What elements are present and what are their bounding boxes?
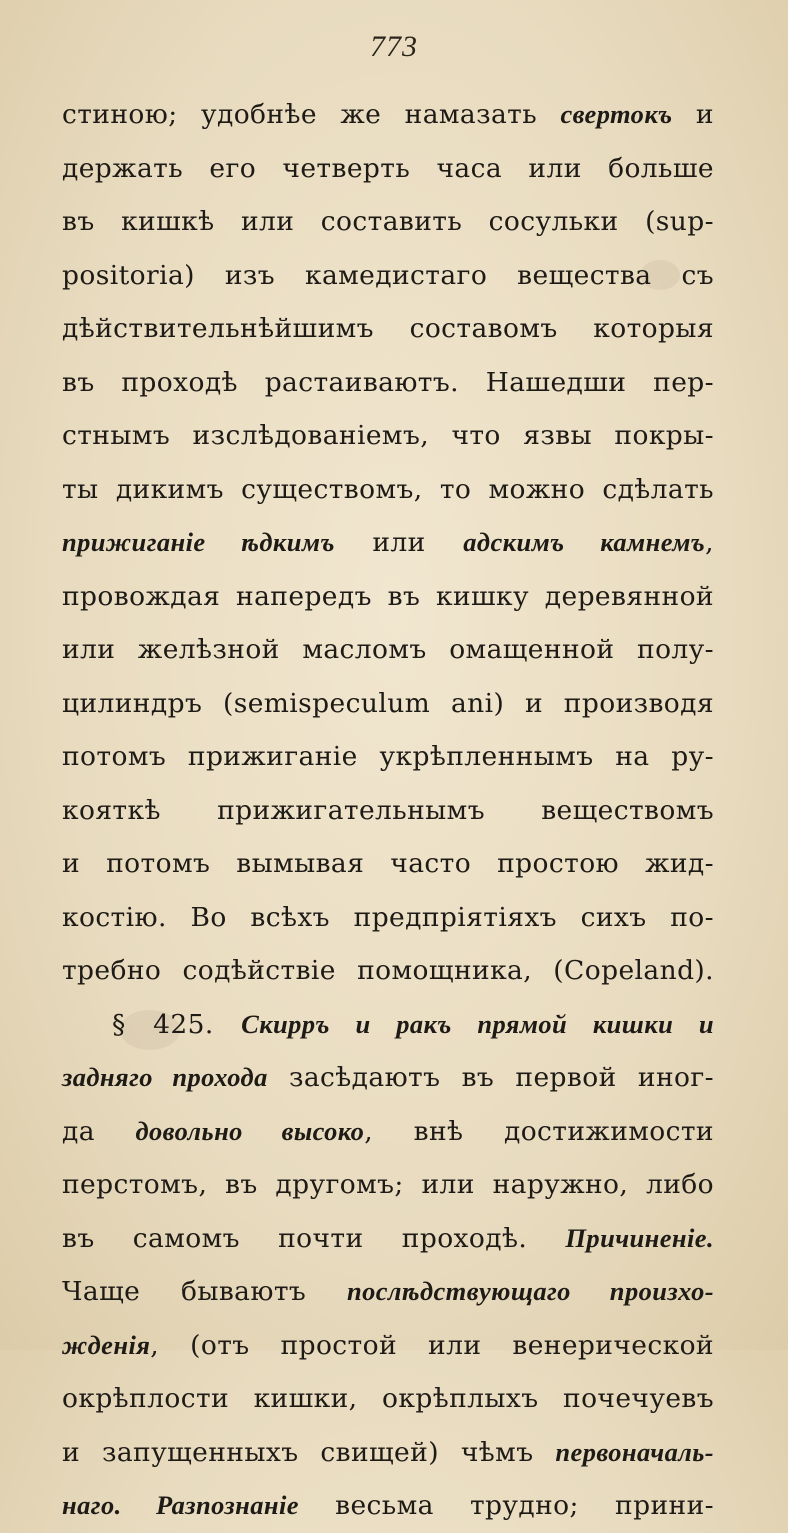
text-line (62, 1158, 714, 1212)
italic-text-segment: Скирръ и ракъ прямой кишки и (241, 1008, 714, 1039)
italic-text-segment: жденія (62, 1329, 151, 1360)
text-segment: стнымъ изслѣдованіемъ, что язвы покры- (62, 420, 714, 451)
italic-text-segment: довольно высоко (135, 1115, 365, 1146)
text-segment: и запущенныхъ свищей) чѣмъ (62, 1436, 556, 1468)
text-segment: или (334, 527, 464, 558)
text-segment: провождая напередъ въ кишку деревянной (62, 580, 714, 612)
text-segment: въ проходѣ растаиваютъ. Нашедши пер- (62, 366, 714, 398)
text-line (62, 1479, 714, 1533)
text-line (62, 1105, 714, 1159)
text-line (62, 730, 714, 784)
text-line (62, 1372, 714, 1426)
text-segment: ты дикимъ существомъ, то можно сдѣлать (62, 473, 714, 505)
text-line (62, 356, 714, 410)
body-text (62, 88, 714, 1533)
italic-text-segment: послѣдствующаго произхо- (346, 1276, 714, 1306)
text-segment: и (672, 99, 714, 130)
text-line (62, 88, 714, 142)
text-line (62, 409, 714, 463)
text-line (62, 784, 714, 838)
text-segment: Чаще бываютъ (62, 1276, 347, 1307)
text-segment: да (62, 1115, 136, 1147)
text-segment: , (отъ простой или венерической (150, 1329, 714, 1361)
italic-text-segment: прижиганіе ѣдкимъ (62, 527, 335, 557)
text-segment: окрѣплости кишки, окрѣплыхъ почечуевъ (62, 1383, 714, 1414)
text-segment: , (705, 527, 714, 558)
text-line (62, 623, 714, 677)
text-line (62, 1212, 714, 1266)
text-segment: или желѣзной масломъ омащенной полу- (62, 634, 714, 665)
text-line (62, 302, 714, 356)
text-segment: дѣйствительнѣйшимъ составомъ которыя (62, 313, 714, 344)
text-segment: кояткѣ прижигательнымъ веществомъ (62, 794, 714, 826)
text-segment: потомъ прижиганіе укрѣпленнымъ на ру- (62, 741, 714, 772)
text-line (62, 1051, 714, 1105)
text-line (62, 1426, 714, 1480)
text-segment: костію. Во всѣхъ предпріятіяхъ сихъ по- (62, 901, 714, 933)
italic-text-segment: свертокъ (560, 99, 673, 129)
text-segment: и потомъ вымывая часто простою жид- (62, 848, 714, 879)
text-segment: засѣдаютъ въ первой иног- (267, 1062, 714, 1093)
text-segment: § 425. (112, 1008, 242, 1040)
page-number: 773 (370, 30, 418, 63)
text-segment: требно содѣйствіе помощника, (Copeland). (62, 955, 714, 986)
text-line (62, 944, 714, 998)
text-line (62, 998, 714, 1052)
text-segment: держать его четверть часа или больше (62, 152, 714, 184)
text-line (62, 1319, 714, 1373)
text-line (62, 837, 714, 891)
text-segment: въ кишкѣ или составить сосульки (sup- (62, 206, 714, 237)
text-segment: весьма трудно; прини- (298, 1490, 715, 1521)
text-segment: стиною; удобнѣе же намазать (62, 99, 561, 130)
text-line (62, 891, 714, 945)
text-line (62, 570, 714, 624)
text-segment: , внѣ достижимости (364, 1115, 714, 1147)
text-line (62, 463, 714, 517)
italic-text-segment: задняго прохода (62, 1062, 268, 1092)
text-line (62, 677, 714, 731)
text-line (62, 516, 714, 570)
text-line (62, 249, 714, 303)
italic-text-segment: Причиненіе. (565, 1222, 714, 1253)
text-segment: цилиндръ (semispeculum ani) и производя (62, 687, 714, 719)
italic-text-segment: наго. Разпознаніе (62, 1490, 299, 1520)
text-line (62, 195, 714, 249)
text-line (62, 142, 714, 196)
italic-text-segment: первоначаль- (555, 1436, 714, 1467)
text-line (62, 1265, 714, 1319)
italic-text-segment: адскимъ камнемъ (463, 527, 706, 557)
text-segment: перстомъ, въ другомъ; или наружно, либо (62, 1169, 714, 1200)
text-segment: въ самомъ почти проходѣ. (62, 1222, 566, 1254)
text-segment: positoria) изъ камедистаго вещества съ (62, 259, 714, 291)
